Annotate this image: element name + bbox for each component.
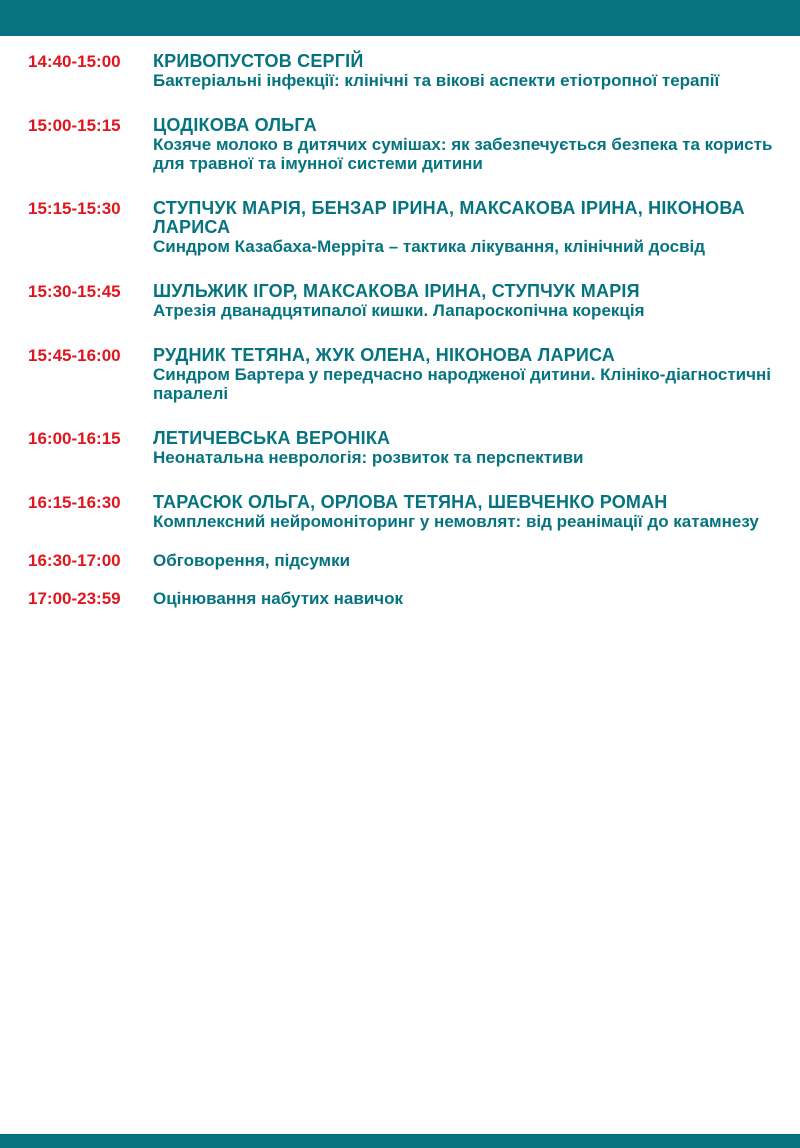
schedule-entry [28,551,778,570]
schedule-entry [28,52,778,90]
entry-topic: Синдром Бартера у передчасно народженої дитини. Клініко-діагностичні паралелі [153,365,771,403]
entry-topic: Обговорення, підсумки [153,551,351,570]
header-bar [0,0,800,36]
entry-content [153,346,778,403]
schedule-entry [28,116,778,173]
entry-topic: Козяче молоко в дитячих сумішах: як забезпечується безпека та користь для травної та імунної системи дитини [153,135,773,173]
entry-speakers: ТАРАСЮК ОЛЬГА, ОРЛОВА ТЕТЯНА, ШЕВЧЕНКО РОМАН [153,492,668,512]
schedule-entry [28,589,778,608]
entry-content [153,589,778,608]
entry-speakers: РУДНИК ТЕТЯНА, ЖУК ОЛЕНА, НІКОНОВА ЛАРИСА [153,345,615,365]
entry-topic: Атрезія дванадцятипалої кишки. Лапароскопічна корекція [153,301,645,320]
entry-topic: Неонатальна неврологія: розвиток та перспективи [153,448,584,467]
footer-bar [0,1134,800,1148]
entry-content [153,551,778,570]
schedule-entry [28,429,778,467]
entry-time: 15:30-15:45 [28,282,121,301]
schedule-entry [28,282,778,320]
entry-time: 14:40-15:00 [28,52,121,71]
entry-topic: Оцінювання набутих навичок [153,589,404,608]
entry-content [153,116,778,173]
entry-speakers: ЦОДІКОВА ОЛЬГА [153,115,317,135]
entry-content [153,493,778,531]
entry-content [153,52,778,90]
entry-content [153,282,778,320]
entry-speakers: СТУПЧУК МАРІЯ, БЕНЗАР ІРИНА, МАКСАКОВА ІРИНА, НІКОНОВА ЛАРИСА [153,198,745,237]
entry-time: 15:15-15:30 [28,199,121,218]
entry-topic: Комплексний нейромоніторинг у немовлят: від реанімації до катамнезу [153,512,759,531]
entry-time: 15:45-16:00 [28,346,121,365]
entry-time: 15:00-15:15 [28,116,121,135]
entry-content [153,199,778,256]
entry-time: 16:30-17:00 [28,551,121,570]
entry-time: 17:00-23:59 [28,589,121,608]
entry-content [153,429,778,467]
entry-speakers: КРИВОПУСТОВ СЕРГІЙ [153,51,364,71]
schedule-entry [28,199,778,256]
entry-topic: Синдром Казабаха-Мерріта – тактика лікування, клінічний досвід [153,237,706,256]
schedule-entry [28,346,778,403]
entry-time: 16:00-16:15 [28,429,121,448]
schedule-list [28,52,778,608]
entry-topic: Бактеріальні інфекції: клінічні та вікові аспекти етіотропної терапії [153,71,720,90]
entry-time: 16:15-16:30 [28,493,121,512]
schedule-entry [28,493,778,531]
entry-speakers: ШУЛЬЖИК ІГОР, МАКСАКОВА ІРИНА, СТУПЧУК МАРІЯ [153,281,640,301]
entry-speakers: ЛЕТИЧЕВСЬКА ВЕРОНІКА [153,428,391,448]
